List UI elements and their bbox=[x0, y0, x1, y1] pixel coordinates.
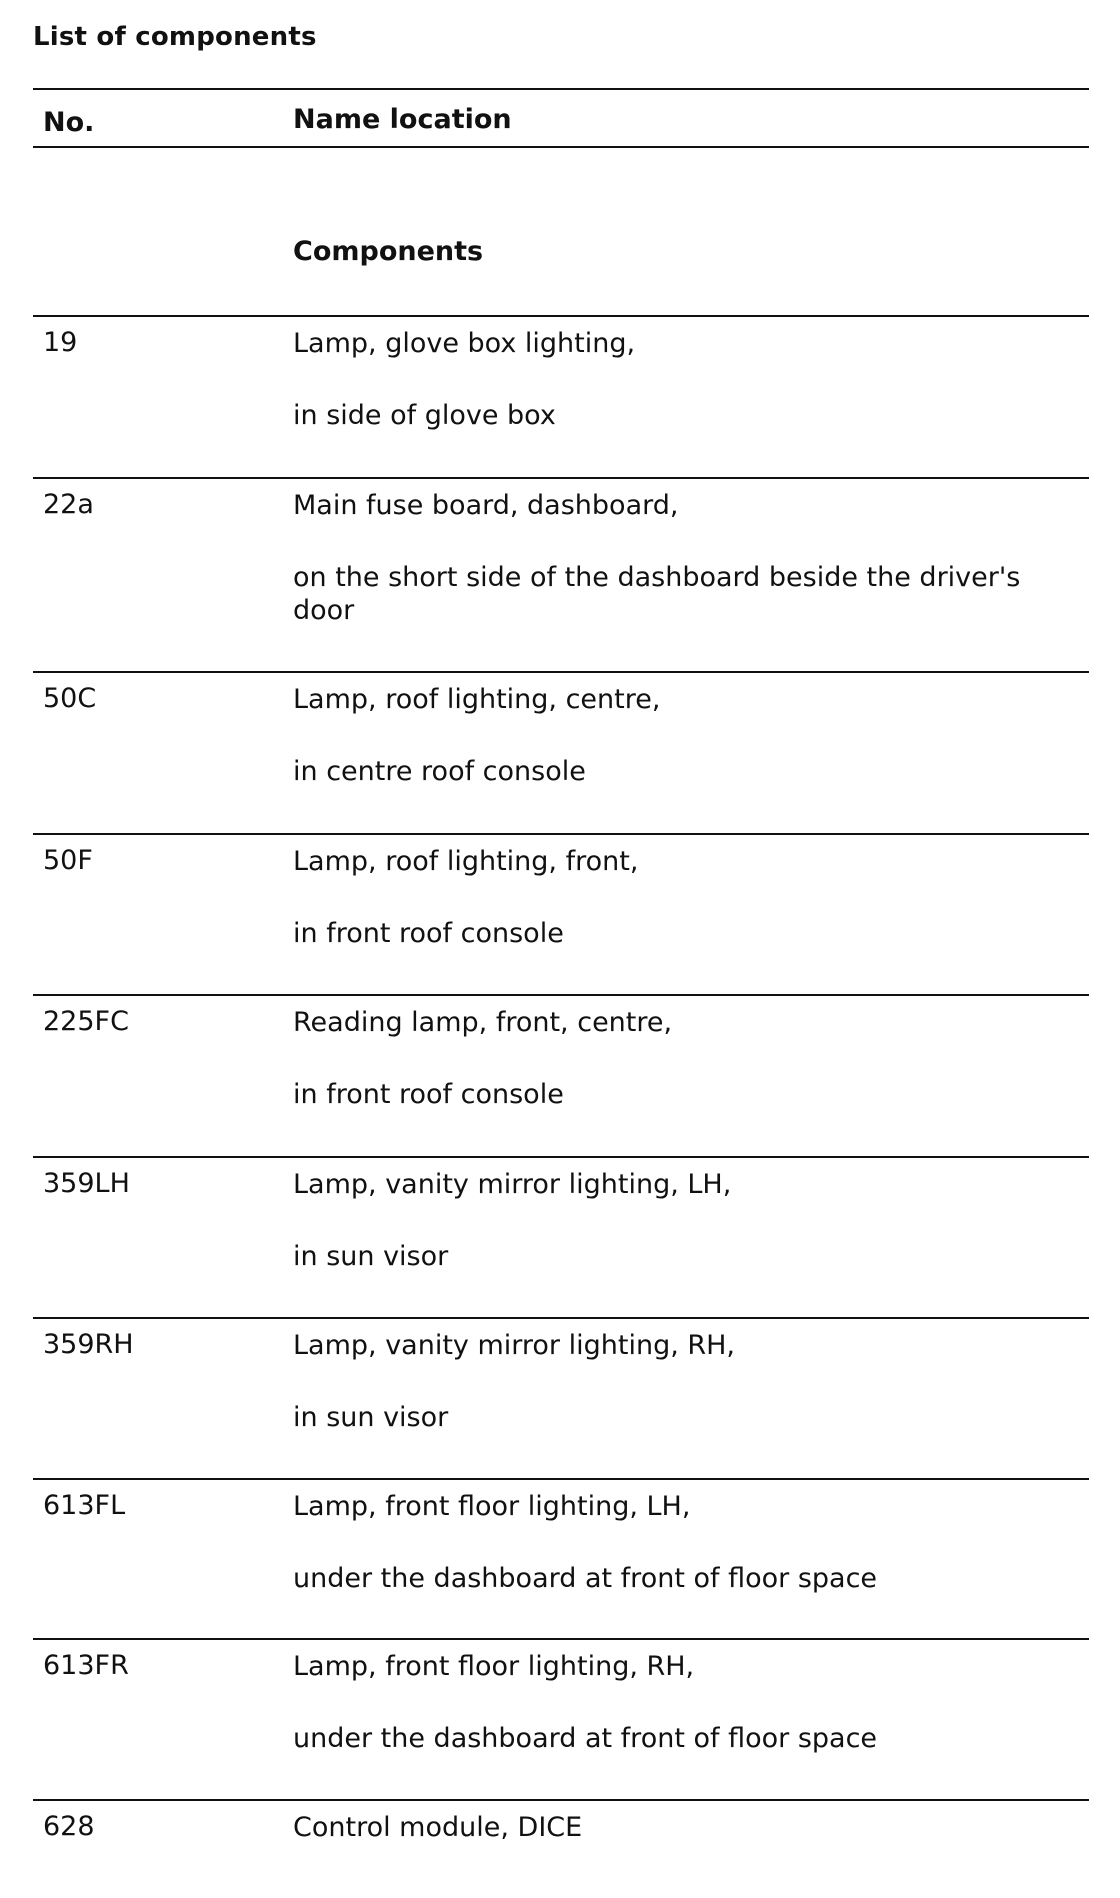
component-number: 359LH bbox=[43, 1168, 130, 1199]
row-separator bbox=[33, 1638, 1089, 1640]
page-title: List of components bbox=[33, 22, 317, 52]
row-separator bbox=[33, 315, 1089, 317]
component-list-page bbox=[33, 0, 1089, 1898]
component-location: in side of glove box bbox=[293, 400, 556, 431]
component-name: Lamp, front floor lighting, RH, bbox=[293, 1651, 695, 1682]
component-name: Control module, DICE bbox=[293, 1812, 583, 1843]
component-number: 628 bbox=[43, 1811, 95, 1842]
row-separator bbox=[33, 833, 1089, 835]
component-number: 19 bbox=[43, 327, 78, 358]
component-name: Lamp, vanity mirror lighting, RH, bbox=[293, 1330, 736, 1361]
component-location: in sun visor bbox=[293, 1241, 449, 1272]
header-bottom-rule bbox=[33, 146, 1089, 148]
component-location: in front roof console bbox=[293, 918, 564, 949]
row-separator bbox=[33, 671, 1089, 673]
row-separator bbox=[33, 477, 1089, 479]
component-location: under the dashboard at front of floor space bbox=[293, 1723, 878, 1754]
component-location: in sun visor bbox=[293, 1402, 449, 1433]
component-name: Main fuse board, dashboard, bbox=[293, 490, 679, 521]
component-name: Lamp, roof lighting, centre, bbox=[293, 684, 661, 715]
row-separator bbox=[33, 1317, 1089, 1319]
component-number: 613FR bbox=[43, 1650, 129, 1681]
component-location: on the short side of the dashboard beside the driver's door bbox=[293, 562, 1021, 626]
component-name: Reading lamp, front, centre, bbox=[293, 1007, 673, 1038]
component-number: 50F bbox=[43, 845, 93, 876]
component-number: 225FC bbox=[43, 1006, 129, 1037]
component-name: Lamp, front floor lighting, LH, bbox=[293, 1491, 691, 1522]
row-separator bbox=[33, 1156, 1089, 1158]
component-number: 50C bbox=[43, 683, 97, 714]
column-header-no: No. bbox=[43, 107, 95, 138]
component-name: Lamp, vanity mirror lighting, LH, bbox=[293, 1169, 732, 1200]
component-location: in front roof console bbox=[293, 1079, 564, 1110]
component-name: Lamp, glove box lighting, bbox=[293, 328, 636, 359]
component-number: 613FL bbox=[43, 1490, 126, 1521]
section-label: Components bbox=[293, 236, 484, 267]
header-top-rule bbox=[33, 88, 1089, 90]
component-location: in centre roof console bbox=[293, 756, 586, 787]
component-number: 22a bbox=[43, 489, 94, 520]
row-separator bbox=[33, 1799, 1089, 1801]
column-header-name-location: Name location bbox=[293, 104, 512, 135]
row-separator bbox=[33, 1478, 1089, 1480]
row-separator bbox=[33, 994, 1089, 996]
component-name: Lamp, roof lighting, front, bbox=[293, 846, 639, 877]
component-location: under the dashboard at front of floor space bbox=[293, 1563, 878, 1594]
component-number: 359RH bbox=[43, 1329, 134, 1360]
